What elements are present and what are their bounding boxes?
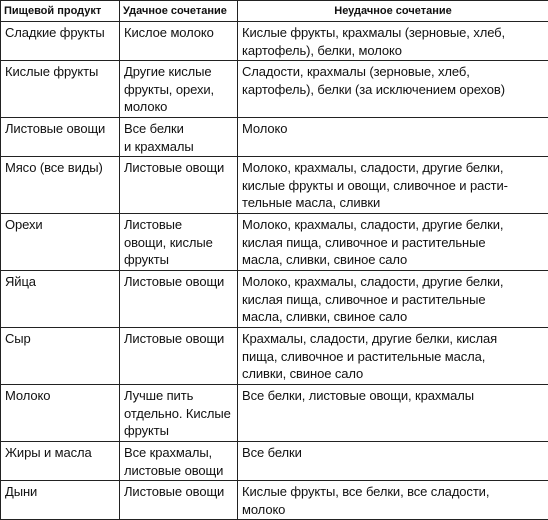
good-combination-cell: Другие кислые фрукты, орехи, молоко	[120, 61, 238, 118]
bad-combination-cell: Молоко, крахмалы, сладости, другие белки, кислая пища, сливочное и растительные масла, сливки, свиное сало	[238, 271, 548, 328]
bad-combination-cell: Кислые фрукты, все белки, все сладости, молоко	[238, 481, 548, 520]
bad-combination-cell: Кислые фрукты, крахмалы (зерновые, хлеб, картофель), белки, молоко	[238, 22, 548, 61]
good-combination-cell: Кислое молоко	[120, 22, 238, 61]
good-combination-cell: Все белки и крахмалы	[120, 118, 238, 157]
product-cell: Молоко	[1, 385, 120, 442]
good-combination-cell: Листовые овощи	[120, 328, 238, 385]
bad-combination-cell: Молоко, крахмалы, сладости, другие белки, кислые фрукты и овощи, сливочное и расти- тельные масла, сливки	[238, 157, 548, 214]
product-cell: Сыр	[1, 328, 120, 385]
table-row	[1, 481, 548, 520]
header-row	[1, 1, 548, 22]
product-cell: Листовые овощи	[1, 118, 120, 157]
product-cell: Яйца	[1, 271, 120, 328]
header-good-combination: Удачное сочетание	[120, 1, 238, 22]
header-product: Пищевой продукт	[1, 1, 120, 22]
product-cell: Жиры и масла	[1, 442, 120, 481]
table-row	[1, 61, 548, 118]
table-row	[1, 118, 548, 157]
good-combination-cell: Лучше пить отдельно. Кислые фрукты	[120, 385, 238, 442]
bad-combination-cell: Крахмалы, сладости, другие белки, кислая пища, сливочное и растительные масла, сливки, свиное сало	[238, 328, 548, 385]
bad-combination-cell: Сладости, крахмалы (зерновые, хлеб, картофель), белки (за исключением орехов)	[238, 61, 548, 118]
table-row	[1, 328, 548, 385]
table-row	[1, 271, 548, 328]
header-bad-combination: Неудачное сочетание	[238, 1, 548, 22]
product-cell: Мясо (все виды)	[1, 157, 120, 214]
bad-combination-cell: Все белки, листовые овощи, крахмалы	[238, 385, 548, 442]
product-cell: Орехи	[1, 214, 120, 271]
good-combination-cell: Листовые овощи, кислые фрукты	[120, 214, 238, 271]
bad-combination-cell: Молоко, крахмалы, сладости, другие белки, кислая пища, сливочное и растительные масла, сливки, свиное сало	[238, 214, 548, 271]
good-combination-cell: Листовые овощи	[120, 481, 238, 520]
good-combination-cell: Листовые овощи	[120, 271, 238, 328]
table-row	[1, 214, 548, 271]
good-combination-cell: Листовые овощи	[120, 157, 238, 214]
product-cell: Дыни	[1, 481, 120, 520]
good-combination-cell: Все крахмалы, листовые овощи	[120, 442, 238, 481]
table-row	[1, 22, 548, 61]
bad-combination-cell: Молоко	[238, 118, 548, 157]
bad-combination-cell: Все белки	[238, 442, 548, 481]
table-row	[1, 442, 548, 481]
table-row	[1, 385, 548, 442]
table-row	[1, 157, 548, 214]
product-cell: Кислые фрукты	[1, 61, 120, 118]
product-cell: Сладкие фрукты	[1, 22, 120, 61]
